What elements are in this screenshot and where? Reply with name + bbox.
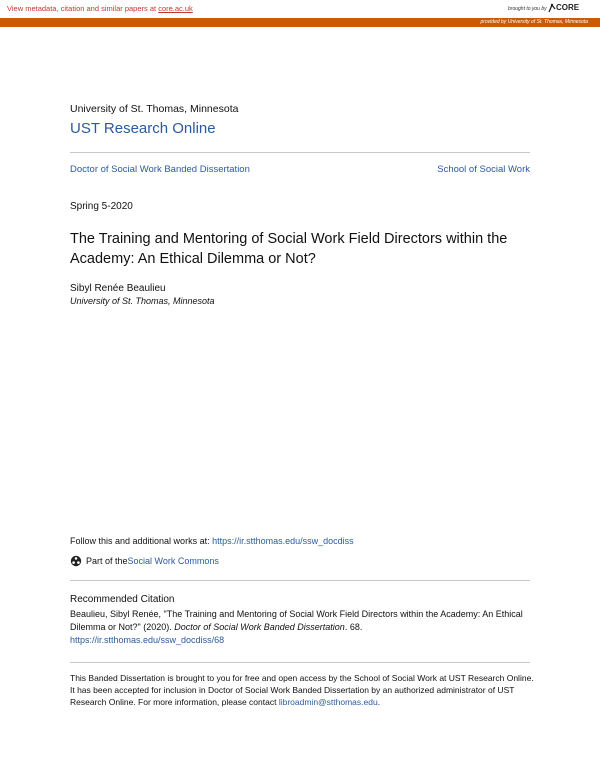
part-of-prefix: Part of the (86, 556, 128, 566)
divider (70, 152, 530, 153)
follow-line (70, 536, 354, 546)
divider (70, 580, 530, 581)
repository-name[interactable]: UST Research Online (70, 120, 216, 137)
contact-email-link[interactable]: libroadmin@stthomas.edu (278, 697, 378, 707)
document-title: The Training and Mentoring of Social Work Field Directors within the Academy: An Ethical Dilemma or Not? (70, 231, 508, 267)
core-logo-text[interactable]: CORE (556, 3, 580, 12)
citation-end: . 68. (344, 622, 363, 632)
core-logo-icon (548, 3, 556, 13)
follow-url-link[interactable]: https://ir.stthomas.edu/ssw_docdiss (212, 536, 354, 546)
author-name: Sibyl Renée Beaulieu (70, 283, 166, 294)
citation-plain: Beaulieu, Sibyl Renée, "The Training and Mentoring of Social Work Field Directors within the Academy: An Ethical Dilemma or Not?" (2020). (70, 609, 523, 632)
social-work-commons-link[interactable]: Social Work Commons (127, 556, 219, 566)
collection-link[interactable]: Doctor of Social Work Banded Dissertation (70, 164, 250, 175)
citation-series: Doctor of Social Work Banded Dissertation (174, 622, 345, 632)
footer-body: This Banded Dissertation is brought to you for free and open access by the School of Social Work at UST Research Online. It has been accepted for inclusion in Doctor of Social Work Banded Dissertation by an authorized administrator of UST Research Online. For more information, please contact (70, 673, 534, 707)
school-link[interactable]: School of Social Work (437, 164, 530, 175)
follow-prefix: Follow this and additional works at: (70, 536, 213, 546)
part-of-line (70, 555, 219, 567)
recommended-citation-heading: Recommended Citation (70, 594, 175, 605)
core-metadata-prefix: View metadata, citation and similar papers at (7, 4, 159, 13)
citation-text (70, 608, 540, 647)
divider (70, 662, 530, 663)
footer-text (70, 672, 540, 708)
publication-date: Spring 5-2020 (70, 201, 133, 212)
author-affiliation: University of St. Thomas, Minnesota (70, 296, 215, 306)
core-metadata-link[interactable] (7, 4, 193, 13)
brought-to-you-by-text: brought to you by (508, 6, 547, 12)
network-icon (70, 555, 82, 567)
footer-end: . (377, 697, 381, 707)
institution-name: University of St. Thomas, Minnesota (70, 103, 239, 115)
core-ac-uk-link[interactable]: core.ac.uk (158, 4, 193, 13)
provided-by-text: provided by University of St. Thomas, Minnesota (480, 19, 588, 25)
citation-url-link[interactable]: https://ir.stthomas.edu/ssw_docdiss/68 (70, 635, 225, 645)
